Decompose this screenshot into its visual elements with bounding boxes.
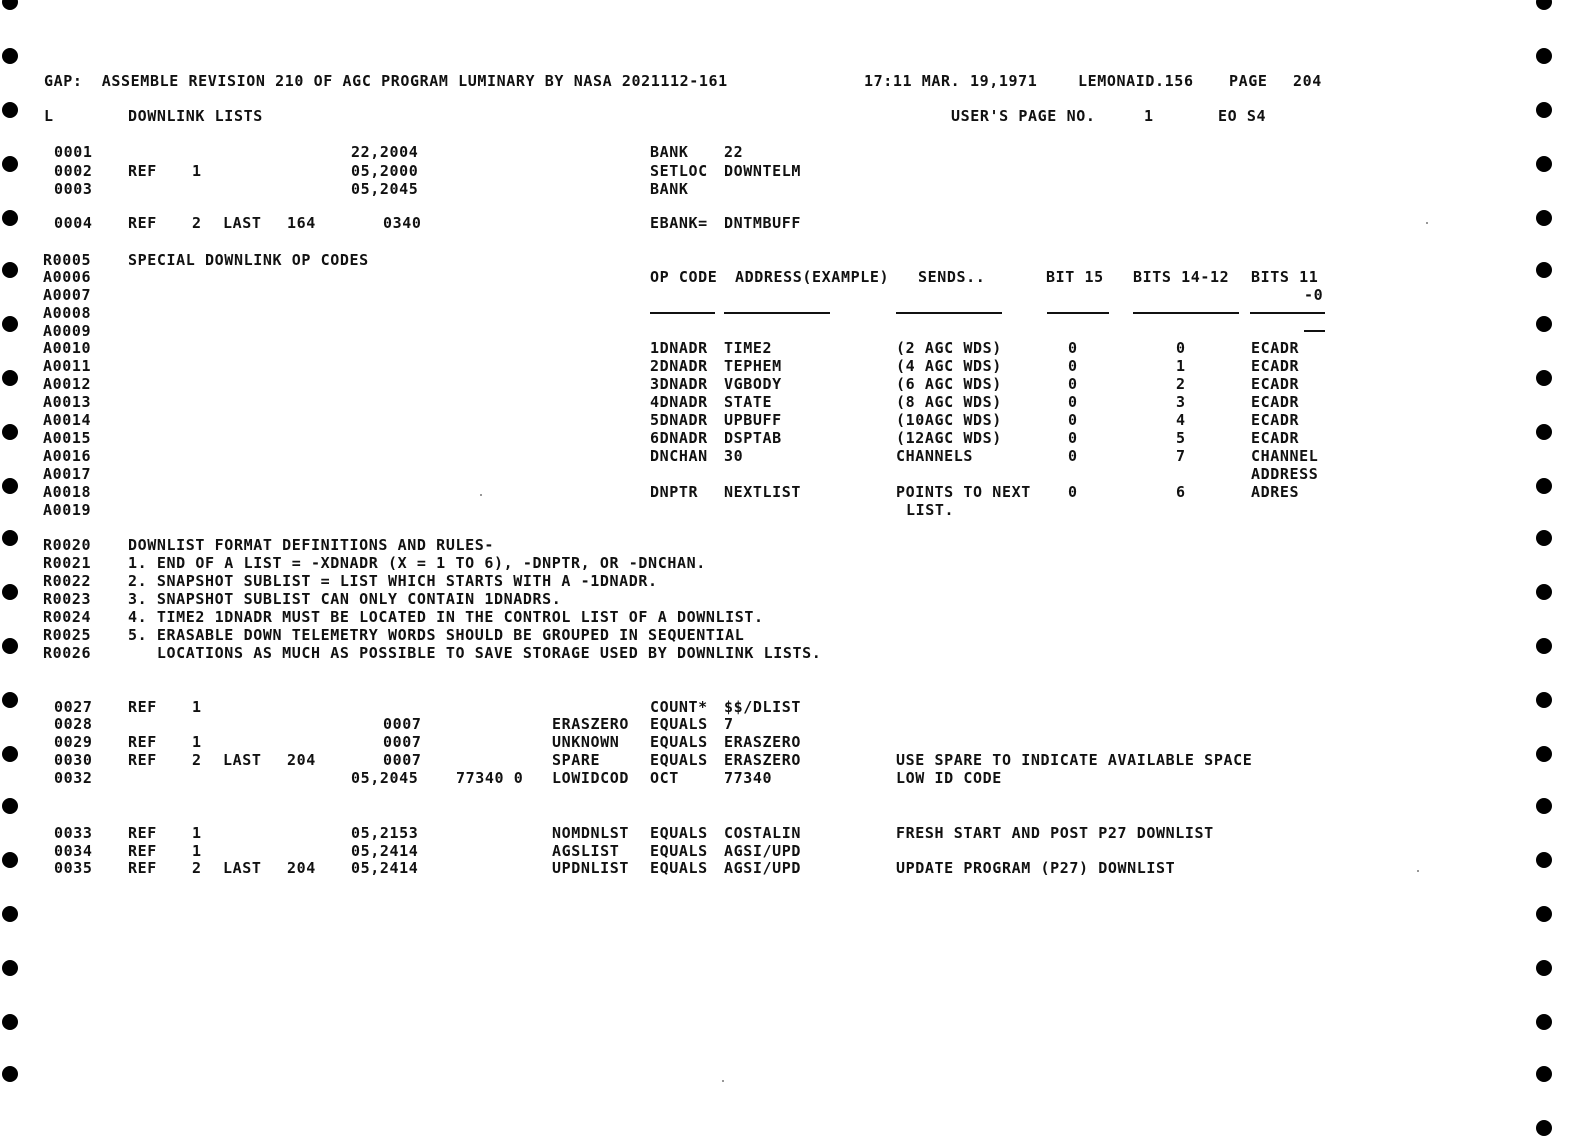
column-header-bits11: BITS 11 (1251, 268, 1319, 286)
line-number: 0027 (54, 698, 93, 716)
listing-header (0, 72, 1322, 92)
address: 30 (724, 447, 744, 465)
line-number: A0014 (43, 411, 92, 429)
sprocket-hole (1536, 1014, 1552, 1030)
table-row (0, 393, 1300, 413)
rule-line (0, 608, 764, 628)
bits11: ADDRESS (1251, 465, 1319, 483)
sprocket-hole (1536, 852, 1552, 868)
last-page: 164 (287, 214, 316, 232)
address: 05,2045 (351, 180, 419, 198)
bit15: 0 (1068, 339, 1078, 357)
sends: (10AGC WDS) (896, 411, 1002, 429)
sprocket-hole (1536, 798, 1552, 814)
rule-text: LOCATIONS AS MUCH AS POSSIBLE TO SAVE STORAGE USED BY DOWNLINK LISTS. (128, 644, 822, 662)
address: 05,2000 (351, 162, 419, 180)
line-number: A0010 (43, 339, 92, 357)
bits11: ECADR (1251, 411, 1300, 429)
opcode: SETLOC (650, 162, 708, 180)
label: UNKNOWN (552, 733, 620, 751)
ref-label: REF (128, 751, 157, 769)
line-number: 0032 (54, 769, 93, 787)
sprocket-hole (1536, 370, 1552, 386)
label: UPDNLIST (552, 859, 630, 877)
address: 05,2414 (351, 859, 419, 877)
paper-speck (480, 494, 482, 496)
listing-line (0, 859, 1176, 879)
paper-speck (722, 1080, 724, 1082)
listing-line (0, 180, 689, 200)
address: 0340 (383, 214, 422, 232)
sends: CHANNELS (896, 447, 974, 465)
bits14-12: 0 (1176, 339, 1186, 357)
line-number: A0013 (43, 393, 92, 411)
address: 05,2045 (351, 769, 419, 787)
line-number: A0017 (43, 465, 92, 483)
bit15: 0 (1068, 429, 1078, 447)
operand: ERASZERO (724, 751, 802, 769)
bits11: ECADR (1251, 339, 1300, 357)
sprocket-hole (1536, 0, 1552, 10)
label: ERASZERO (552, 715, 630, 733)
rule-line (0, 536, 494, 556)
listing-line (0, 143, 744, 163)
lemonaid-version: LEMONAID.156 (1078, 72, 1194, 90)
bits14-12: 3 (1176, 393, 1186, 411)
paper-speck (1417, 870, 1419, 872)
sprocket-hole (1536, 102, 1552, 118)
line-number: A0009 (43, 322, 92, 340)
opcode: 6DNADR (650, 429, 708, 447)
last-label: LAST (223, 859, 262, 877)
ref-count: 2 (192, 859, 202, 877)
column-rule (724, 312, 830, 314)
line-number: R0021 (43, 554, 92, 572)
table-header-cont (0, 286, 1324, 306)
table-row (0, 411, 1300, 431)
ref-count: 2 (192, 751, 202, 769)
sprocket-hole (2, 1066, 18, 1082)
opcode: DNPTR (650, 483, 699, 501)
opcode: EQUALS (650, 751, 708, 769)
bit15: 0 (1068, 411, 1078, 429)
bit15: 0 (1068, 375, 1078, 393)
sprocket-hole (1536, 210, 1552, 226)
ref-label: REF (128, 698, 157, 716)
ref-count: 1 (192, 733, 202, 751)
address: STATE (724, 393, 773, 411)
bits14-12: 1 (1176, 357, 1186, 375)
page-number: 204 (1293, 72, 1322, 90)
sprocket-hole (1536, 746, 1552, 762)
operand: ERASZERO (724, 733, 802, 751)
label: LOWIDCOD (552, 769, 630, 787)
operand: AGSI/UPD (724, 859, 802, 877)
rule-text: 5. ERASABLE DOWN TELEMETRY WORDS SHOULD BE GROUPED IN SEQUENTIAL (128, 626, 745, 644)
table-row (0, 447, 1319, 467)
sprocket-hole (1536, 478, 1552, 494)
bits11: ECADR (1251, 375, 1300, 393)
comment: FRESH START AND POST P27 DOWNLIST (896, 824, 1214, 842)
rule-text: 3. SNAPSHOT SUBLIST CAN ONLY CONTAIN 1DNADRS. (128, 590, 562, 608)
rule-text: 4. TIME2 1DNADR MUST BE LOCATED IN THE CONTROL LIST OF A DOWNLIST. (128, 608, 764, 626)
operand: $$/DLIST (724, 698, 802, 716)
line-number: A0007 (43, 286, 92, 304)
user-page-label: USER'S PAGE NO. (951, 107, 1096, 125)
rule-line (0, 590, 562, 610)
table-row (0, 357, 1300, 377)
sends: POINTS TO NEXT (896, 483, 1031, 501)
listing-line (0, 751, 1253, 771)
opcode: OCT (650, 769, 679, 787)
listing-line (0, 733, 802, 753)
table-row (0, 429, 1300, 449)
ref-count: 1 (192, 842, 202, 860)
user-page-number: 1 (1144, 107, 1154, 125)
opcode: BANK (650, 143, 689, 161)
paper-speck (1426, 222, 1428, 224)
sprocket-hole (1536, 424, 1552, 440)
bits14-12: 6 (1176, 483, 1186, 501)
opcode: EBANK= (650, 214, 708, 232)
opcode: EQUALS (650, 842, 708, 860)
line-number: 0001 (54, 143, 93, 161)
bits14-12: 7 (1176, 447, 1186, 465)
line-number: 0004 (54, 214, 93, 232)
bit15: 0 (1068, 357, 1078, 375)
sends: (2 AGC WDS) (896, 339, 1002, 357)
column-header-bits14-12: BITS 14-12 (1133, 268, 1230, 286)
line-number: 0002 (54, 162, 93, 180)
line-number: R0026 (43, 644, 92, 662)
line-number: R0023 (43, 590, 92, 608)
table-row (0, 375, 1300, 395)
last-page: 204 (287, 751, 316, 769)
line-number: A0011 (43, 357, 92, 375)
sends: LIST. (906, 501, 955, 519)
table-rule-line (0, 304, 92, 324)
sends: (6 AGC WDS) (896, 375, 1002, 393)
section-title: DOWNLINK LISTS (128, 107, 263, 125)
ref-count: 1 (192, 698, 202, 716)
column-header-bits11-cont: -0 (1304, 286, 1324, 304)
opcode: EQUALS (650, 824, 708, 842)
bit15: 0 (1068, 393, 1078, 411)
table-row (0, 483, 1300, 503)
table-row (0, 339, 1300, 359)
sprocket-hole (1536, 960, 1552, 976)
line-number: A0006 (43, 268, 92, 286)
line-number: R0025 (43, 626, 92, 644)
last-page: 204 (287, 859, 316, 877)
address: 05,2153 (351, 824, 419, 842)
opcode: 5DNADR (650, 411, 708, 429)
ref-label: REF (128, 214, 157, 232)
bits11: ECADR (1251, 393, 1300, 411)
opcode: 3DNADR (650, 375, 708, 393)
comment: UPDATE PROGRAM (P27) DOWNLIST (896, 859, 1176, 877)
assembly-title: GAP: ASSEMBLE REVISION 210 OF AGC PROGRAM LUMINARY BY NASA 2021112-161 (44, 72, 728, 90)
rule-text: 1. END OF A LIST = -XDNADR (X = 1 TO 6), -DNPTR, OR -DNCHAN. (128, 554, 706, 572)
ref-label: REF (128, 733, 157, 751)
operand: DOWNTELM (724, 162, 802, 180)
comment: USE SPARE TO INDICATE AVAILABLE SPACE (896, 751, 1253, 769)
line-number: 0003 (54, 180, 93, 198)
label: NOMDNLST (552, 824, 630, 842)
opcode: EQUALS (650, 715, 708, 733)
ref-count: 2 (192, 214, 202, 232)
sends: (8 AGC WDS) (896, 393, 1002, 411)
sprocket-hole (1536, 48, 1552, 64)
comment-text: SPECIAL DOWNLINK OP CODES (128, 251, 369, 269)
line-number: A0016 (43, 447, 92, 465)
table-row (0, 501, 955, 521)
eo-code: EO S4 (1218, 107, 1267, 125)
last-label: LAST (223, 214, 262, 232)
sprocket-hole (1536, 638, 1552, 654)
operand: 22 (724, 143, 744, 161)
address: NEXTLIST (724, 483, 802, 501)
listing-flag: L (44, 107, 54, 125)
bits14-12: 2 (1176, 375, 1186, 393)
address: TEPHEM (724, 357, 782, 375)
opcode: EQUALS (650, 733, 708, 751)
rule-line (0, 626, 745, 646)
address: 0007 (383, 751, 422, 769)
opcode: 2DNADR (650, 357, 708, 375)
sprocket-hole (1536, 530, 1552, 546)
sprocket-hole (1536, 906, 1552, 922)
bits11: ADRES (1251, 483, 1300, 501)
operand: DNTMBUFF (724, 214, 802, 232)
listing-line (0, 824, 1214, 844)
line-number: R0024 (43, 608, 92, 626)
address: UPBUFF (724, 411, 782, 429)
last-label: LAST (223, 751, 262, 769)
line-number: A0015 (43, 429, 92, 447)
column-header-opcode: OP CODE (650, 268, 718, 286)
ref-label: REF (128, 824, 157, 842)
listing-line (0, 214, 802, 234)
line-number: 0034 (54, 842, 93, 860)
address: VGBODY (724, 375, 782, 393)
listing-line (0, 715, 734, 735)
address: 0007 (383, 733, 422, 751)
opcode: 1DNADR (650, 339, 708, 357)
column-rule (896, 312, 1002, 314)
bit15: 0 (1068, 483, 1078, 501)
table-row (0, 465, 1319, 485)
timestamp: 17:11 MAR. 19,1971 (864, 72, 1038, 90)
sends: (12AGC WDS) (896, 429, 1002, 447)
line-number: A0008 (43, 304, 92, 322)
bits14-12: 5 (1176, 429, 1186, 447)
address: 0007 (383, 715, 422, 733)
listing-line (0, 162, 802, 182)
line-number: R0020 (43, 536, 92, 554)
bits11: ECADR (1251, 429, 1300, 447)
sends: (4 AGC WDS) (896, 357, 1002, 375)
bits11: CHANNEL (1251, 447, 1319, 465)
line-number: R0005 (43, 251, 92, 269)
operand: AGSI/UPD (724, 842, 802, 860)
line-number: A0019 (43, 501, 92, 519)
rule-line (0, 572, 658, 592)
ref-count: 1 (192, 162, 202, 180)
column-rule (1304, 330, 1325, 332)
column-header-sends: SENDS.. (918, 268, 986, 286)
line-number: A0018 (43, 483, 92, 501)
bits11: ECADR (1251, 357, 1300, 375)
page-label: PAGE (1229, 72, 1268, 90)
column-rule (1133, 312, 1239, 314)
rule-line (0, 644, 822, 664)
ref-label: REF (128, 842, 157, 860)
column-header-address: ADDRESS(EXAMPLE) (735, 268, 890, 286)
line-number: 0030 (54, 751, 93, 769)
rule-text: DOWNLIST FORMAT DEFINITIONS AND RULES- (128, 536, 494, 554)
sprocket-hole (1536, 1066, 1552, 1082)
listing-line (0, 769, 1002, 789)
line-number: 0028 (54, 715, 93, 733)
address: 22,2004 (351, 143, 419, 161)
operand: 77340 (724, 769, 773, 787)
address: TIME2 (724, 339, 773, 357)
ref-label: REF (128, 859, 157, 877)
opcode: 4DNADR (650, 393, 708, 411)
ref-count: 1 (192, 824, 202, 842)
sprocket-hole (1536, 262, 1552, 278)
line-number: A0012 (43, 375, 92, 393)
column-header-bit15: BIT 15 (1046, 268, 1104, 286)
address: DSPTAB (724, 429, 782, 447)
line-number: 0029 (54, 733, 93, 751)
sprocket-hole (2, 48, 18, 64)
rule-text: 2. SNAPSHOT SUBLIST = LIST WHICH STARTS WITH A -1DNADR. (128, 572, 658, 590)
column-rule (1250, 312, 1325, 314)
section-header (0, 107, 1267, 127)
comment: LOW ID CODE (896, 769, 1002, 787)
bits14-12: 4 (1176, 411, 1186, 429)
line-number: 0033 (54, 824, 93, 842)
sprocket-hole (2, 0, 18, 10)
address: 05,2414 (351, 842, 419, 860)
line-number: R0022 (43, 572, 92, 590)
operand: COSTALIN (724, 824, 802, 842)
column-rule (650, 312, 715, 314)
opcode: COUNT* (650, 698, 708, 716)
label: AGSLIST (552, 842, 620, 860)
sprocket-hole (1536, 156, 1552, 172)
opcode: DNCHAN (650, 447, 708, 465)
sprocket-hole (1536, 1120, 1552, 1136)
label: SPARE (552, 751, 601, 769)
column-rule (1047, 312, 1109, 314)
line-number: 0035 (54, 859, 93, 877)
sprocket-hole (1536, 584, 1552, 600)
table-header (0, 268, 1319, 288)
ref-label: REF (128, 162, 157, 180)
octal-value: 77340 0 (456, 769, 524, 787)
rule-line (0, 554, 706, 574)
sprocket-hole (1536, 316, 1552, 332)
opcode: EQUALS (650, 859, 708, 877)
bit15: 0 (1068, 447, 1078, 465)
sprocket-hole (1536, 692, 1552, 708)
opcode: BANK (650, 180, 689, 198)
operand: 7 (724, 715, 734, 733)
